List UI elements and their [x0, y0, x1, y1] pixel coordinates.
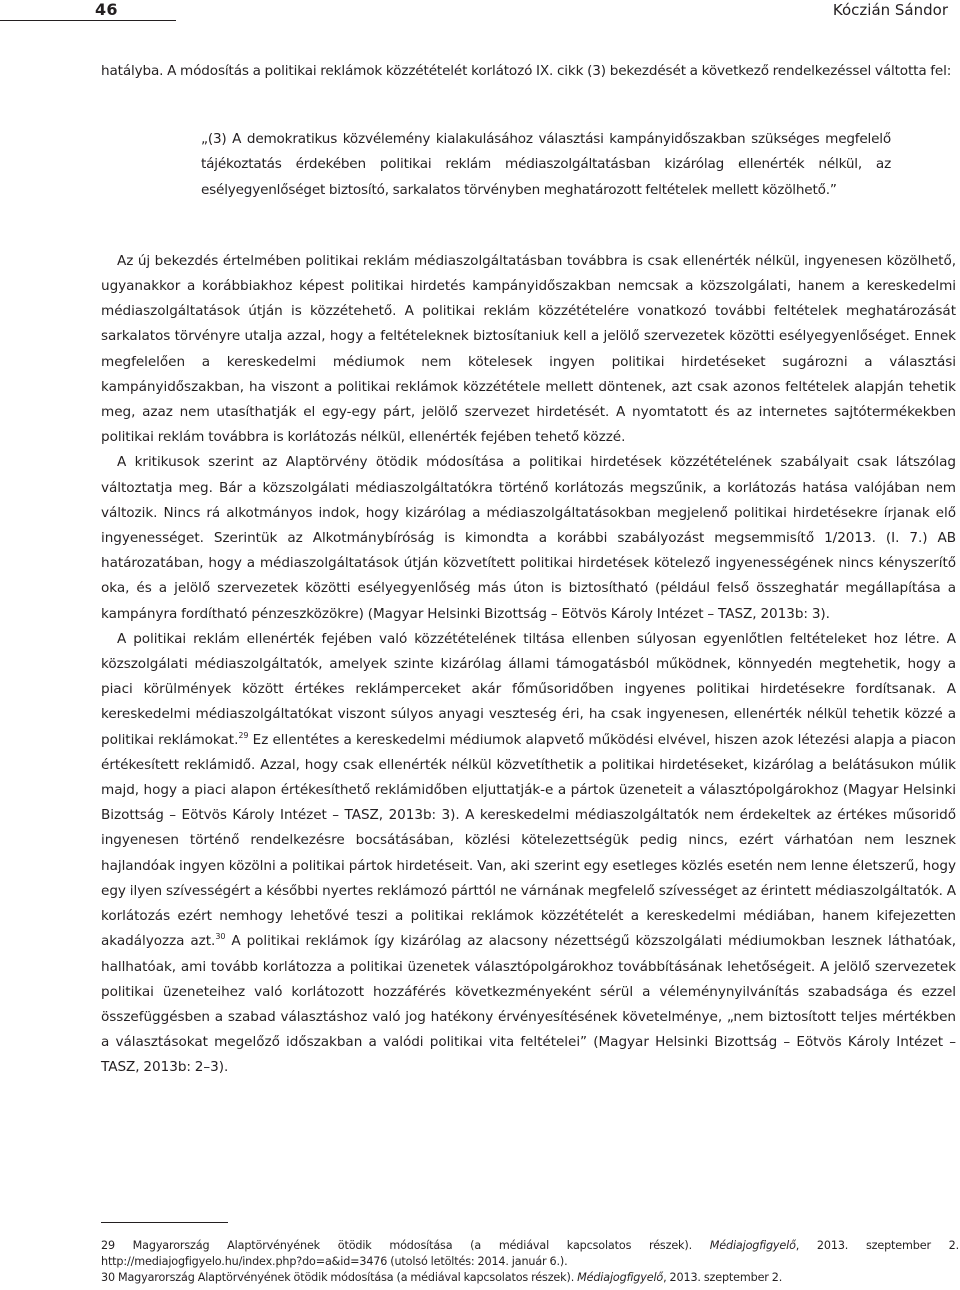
footnote-30-source: Médiajogfigyelő [577, 1271, 664, 1284]
footnote-30 [101, 1270, 959, 1286]
page-header [0, 0, 960, 24]
footnote-ref-30: 30 [215, 932, 226, 942]
body-paragraph-1: Az új bekezdés értelmében politikai reklám médiaszolgáltatásban továbbra is csak ellenérték nélkül, ingyenesen közölhető, ugyanakkor a korábbiakhoz képest politikai hirdetés kampányidőszakban nemcsak a közszolgálati, hanem a kereskedelmi médiaszolgáltatások útján is közzétehető. A politikai reklám közzétételére vonatkozó további feltételek meghatározását sarkalatos törvényre utalja azzal, hogy a feltételeknek biztosítaniuk kell a jelölő szervezetek közötti esélyegyenlőséget. Ennek megfelelően a kereskedelmi médiumok nem kötelesek ingyen politikai hirdetéseket sugározni a választási kampányidőszakban, ha viszont a politikai reklámok közzététele mellett döntenek, azt csak azonos feltételek alapján tehetik meg, azaz nem utasíthatják el egy-egy párt, jelölő szervezet hirdetését. A nyomtatott és az internetes sajtótermékekben politikai reklám továbbra is korlátozás nélkül, ellenérték fejében tehető közzé. [101, 252, 956, 446]
footnote-ref-29: 29 [238, 730, 249, 740]
body-paragraph-3 [101, 627, 956, 1081]
footnotes [101, 1238, 959, 1286]
header-rule [0, 20, 176, 21]
footnote-29-lead: 29 Magyarország Alaptörvényének ötödik módosítása (a médiával kapcsolatos részek). [101, 1239, 710, 1252]
paragraph-3-part-1: A politikai reklám ellenérték fejében való közzétételének tiltása ellenben súlyosan egyenlőtlen feltételeket hoz létre. A közszolgálati médiaszolgáltatók, amelyek szinte kizárólag állami támogatásból működnek, könnyedén megtehetik, hogy a piaci körülmények között értékes reklámperceket akár főműsoridőben ingyenes politikai hirdetésekre fordítsanak. A kereskedelmi médiaszolgáltatókat viszont súlyos anyagi veszteség éri, ha csak ingyenesen, ellenérték nélkül tehetik közzé a politikai reklámokat. [101, 630, 956, 748]
footnote-separator [101, 1222, 228, 1223]
footnote-29-tail: , 2013. szeptember 2. http://mediajogfigyelo.hu/index.php?do=a&id=3476 (utolsó letöltés: 2014. január 6.). [101, 1239, 960, 1268]
running-head-author: Kóczián Sándor [832, 1, 948, 19]
footnote-29 [101, 1238, 959, 1270]
main-text [101, 59, 956, 1081]
footnote-30-tail: , 2013. szeptember 2. [663, 1271, 783, 1284]
body-paragraph-2: A kritikusok szerint az Alaptörvény ötödik módosítása a politikai hirdetések közzétételének szabályait csak látszólag változtatja meg. Bár a közszolgálati médiaszolgáltatókra történő korlátozás megszűnik, a korlátozás hatása valójában nem változik. Nincs rá alkotmányos indok, hogy kizárólag a médiaszolgáltatásokban megjelenő politikai hirdetésekre írjanak elő ingyenességet. Szerintük az Alkotmánybíróság is kimondta a korábbi szabályozást megsemmisítő 1/2013. (I. 7.) AB határozatában, hogy a médiaszolgáltatások útján közvetített politikai hirdetések kötelező ingyenességének nincs kényszerítő oka, és a jelölő szervezetek közötti esélyegyenlőség más úton is biztosítható (például felső összeghatár megállapítása a kampányra fordítható pénzeszközökre) (Magyar Helsinki Bizottság – Eötvös Károly Intézet – TASZ, 2013b: 3). [101, 454, 956, 622]
paragraph-3-part-2: Ez ellentétes a kereskedelmi médiumok alapvető működési elvével, hiszen azok létezési alapja a piacon értékesített reklámidő. Azzal, hogy csak ellenérték nélkül közvetíthetik a politikai hirdetéseket, kizárólag a belátásukon múlik majd, hogy a piaci alapon értékesíthető reklámidőben eljuttatják-e a pártok üzeneteit a választópolgárokhoz (Magyar Helsinki Bizottság – Eötvös Károly Intézet – TASZ, 2013b: 3). A kereskedelmi médiaszolgáltatók nem érdekeltek az értékes műsoridő ingyenesen történő rendelkezésre bocsátásában, közlési kötelezettségük pedig nincs, ezért várhatóan nem lesznek hajlandóak ingyen közölni a politikai pártok hirdetéseit. Van, aki szerint egy esetleges közlés esetén nem lenne életszerű, hogy egy ilyen szívességért a későbbi nyertes reklámozó párttól ne várnának megfelelő szívességet az érintett médiaszolgáltatók. A korlátozás ezért nemhogy lehetővé teszi a politikai reklámok közzétételét a kereskedelmi médiában, hanem kifejezetten akadályozza azt. [101, 731, 956, 950]
quoted-provision: „(3) A demokratikus közvélemény kialakulásához választási kampányidőszakban szükséges megfelelő tájékoztatás érdekében politikai reklám médiaszolgáltatásban kizárólag ellenérték nélkül, az esélyegyenlőséget biztosító, sarkalatos törvényben meghatározott feltételek mellett közölhető.” [201, 131, 891, 198]
footnote-29-source: Médiajogfigyelő [709, 1239, 796, 1252]
footnote-30-lead: 30 Magyarország Alaptörvényének ötödik módosítása (a médiával kapcsolatos részek). [101, 1271, 578, 1284]
paragraph-3-part-3: A politikai reklámok így kizárólag az alacsony nézettségű közszolgálati médiumokban lesznek láthatóak, hallhatóak, ami tovább korlátozza a politikai üzenetek választópolgárokhoz továbbításának lehetőségeit. A jelölő szervezetek politikai üzeneteihez való korlátozott hozzáférés következményeként sérül a véleménynyilvánítás szabadsága és ezzel összefüggésben a szabad választáshoz való jog hatékony érvényesítésének követelménye, „nem biztosított teljes mértékben a választásokat megelőző időszakban a valódi politikai vita feltételei” (Magyar Helsinki Bizottság – Eötvös Károly Intézet – TASZ, 2013b: 2–3). [101, 933, 956, 1076]
page-number: 46 [95, 0, 118, 19]
intro-paragraph: hatályba. A módosítás a politikai reklámok közzétételét korlátozó IX. cikk (3) bekezdését a következő rendelkezéssel váltotta fel: [101, 63, 952, 79]
